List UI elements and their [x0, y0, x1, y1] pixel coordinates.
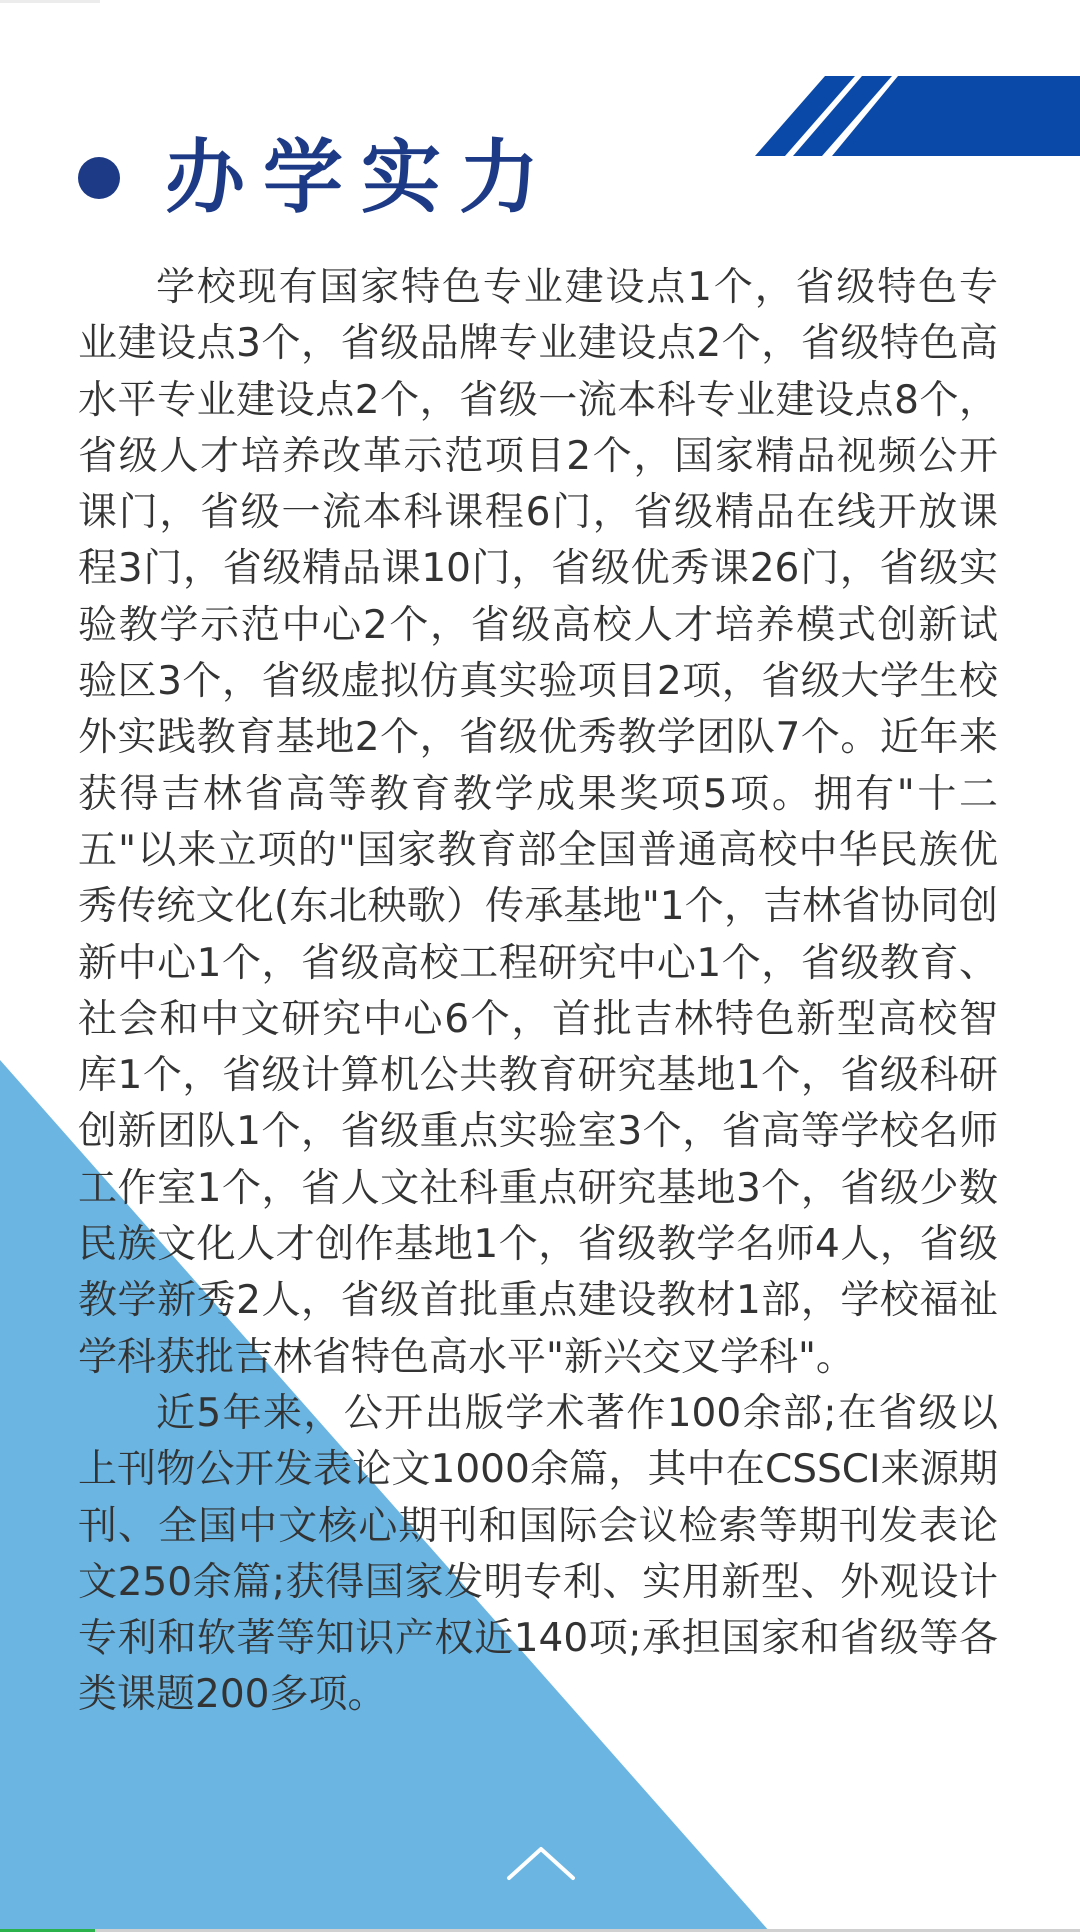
paragraph-research-output: 近5年来，公开出版学术著作100余部;在省级以上刊物公开发表论文1000余篇，其中在CSSCI来源期刊、全国中文核心期刊和国际会议检索等期刊发表论文250余篇;获得国家发明专利、实用新型、外观设计专利和软著等知识产权近140项;承担国家和省级等各类课题200多项。: [78, 1390, 998, 1718]
bullet-dot-icon: [78, 157, 120, 199]
section-title: 办学实力: [165, 131, 557, 224]
top-edge-line: [0, 0, 100, 3]
article-body: [78, 260, 998, 1724]
chevron-up-icon[interactable]: [506, 1845, 576, 1881]
section-header: [78, 128, 557, 228]
paragraph-teaching-strength: 学校现有国家特色专业建设点1个，省级特色专业建设点3个，省级品牌专业建设点2个，省级特色高水平专业建设点2个，省级一流本科专业建设点8个，省级人才培养改革示范项目2个，国家精品视频公开课门，省级一流本科课程6门，省级精品在线开放课程3门，省级精品课10门，省级优秀课26门，省级实验教学示范中心2个，省级高校人才培养模式创新试验区3个，省级虚拟仿真实验项目2项，省级大学生校外实践教育基地2个，省级优秀教学团队7个。近年来获得吉林省高等教育教学成果奖项5项。拥有"十二五"以来立项的"国家教育部全国普通高校中华民族优秀传统文化(东北秧歌）传承基地"1个，吉林省协同创新中心1个，省级高校工程研究中心1个，省级教育、社会和中文研究中心6个，首批吉林特色新型高校智库1个，省级计算机公共教育研究基地1个，省级科研创新团队1个，省级重点实验室3个，省高等学校名师工作室1个，省人文社科重点研究基地3个，省级少数民族文化人才创作基地1个，省级教学名师4人，省级教学新秀2人，省级首批重点建设教材1部，学校福祉学科获批吉林省特色高水平"新兴交叉学科"。: [78, 265, 998, 1380]
diagonal-stripes-decoration: [755, 76, 1080, 156]
